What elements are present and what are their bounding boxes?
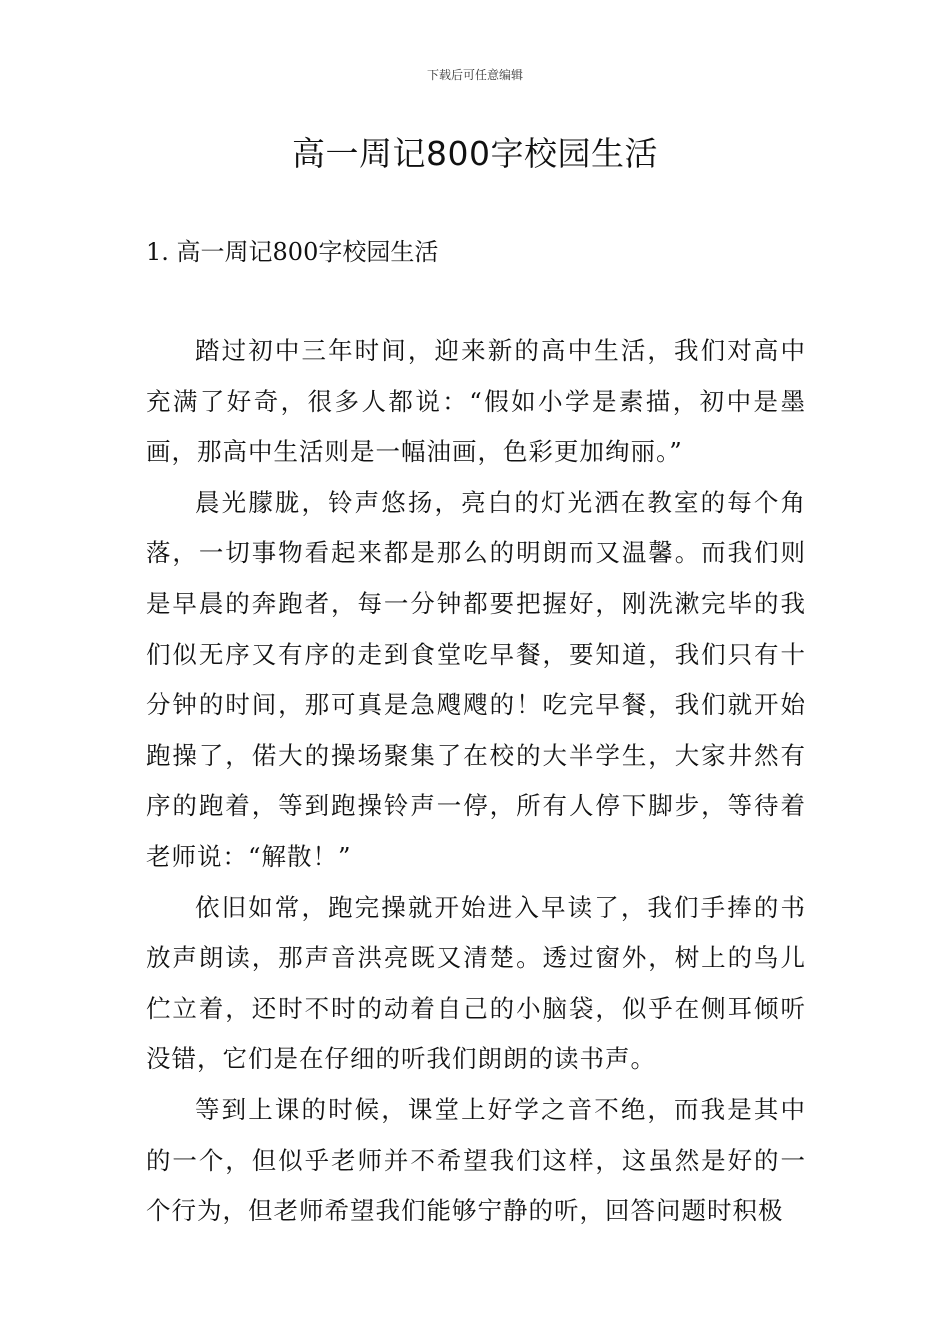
paragraph: 依旧如常，跑完操就开始进入早读了，我们手捧的书放声朗读，那声音洪亮既又清楚。透过窗外，树上的鸟儿伫立着，还时不时的动着自己的小脑袋，似乎在侧耳倾听没错，它们是在仔细的听我们朗朗的读书声。 (146, 892, 806, 1074)
document-title: 高一周记800字校园生活 (292, 134, 658, 173)
paragraph: 踏过初中三年时间，迎来新的高中生活，我们对高中充满了好奇，很多人都说：“假如小学是素描，初中是墨画，那高中生活则是一幅油画，色彩更加绚丽。” (146, 336, 806, 467)
section-heading: 1. 高一周记800字校园生活 (146, 238, 439, 266)
header-note: 下载后可任意编辑 (426, 68, 523, 82)
paragraph: 等到上课的时候，课堂上好学之音不绝，而我是其中的一个，但似乎老师并不希望我们这样，这虽然是好的一个行为，但老师希望我们能够宁静的听，回答问题时积极 (146, 1094, 806, 1226)
body-text (146, 326, 806, 1237)
paragraph: 晨光朦胧，铃声悠扬，亮白的灯光洒在教室的每个角落，一切事物看起来都是那么的明朗而又温馨。而我们则是早晨的奔跑者，每一分钟都要把握好，刚洗漱完毕的我们似无序又有序的走到食堂吃早餐，要知道，我们只有十分钟的时间，那可真是急飕飕的！吃完早餐，我们就开始跑操了，偌大的操场聚集了在校的大半学生，大家井然有序的跑着，等到跑操铃声一停，所有人停下脚步，等待着老师说：“解散！” (146, 487, 806, 871)
